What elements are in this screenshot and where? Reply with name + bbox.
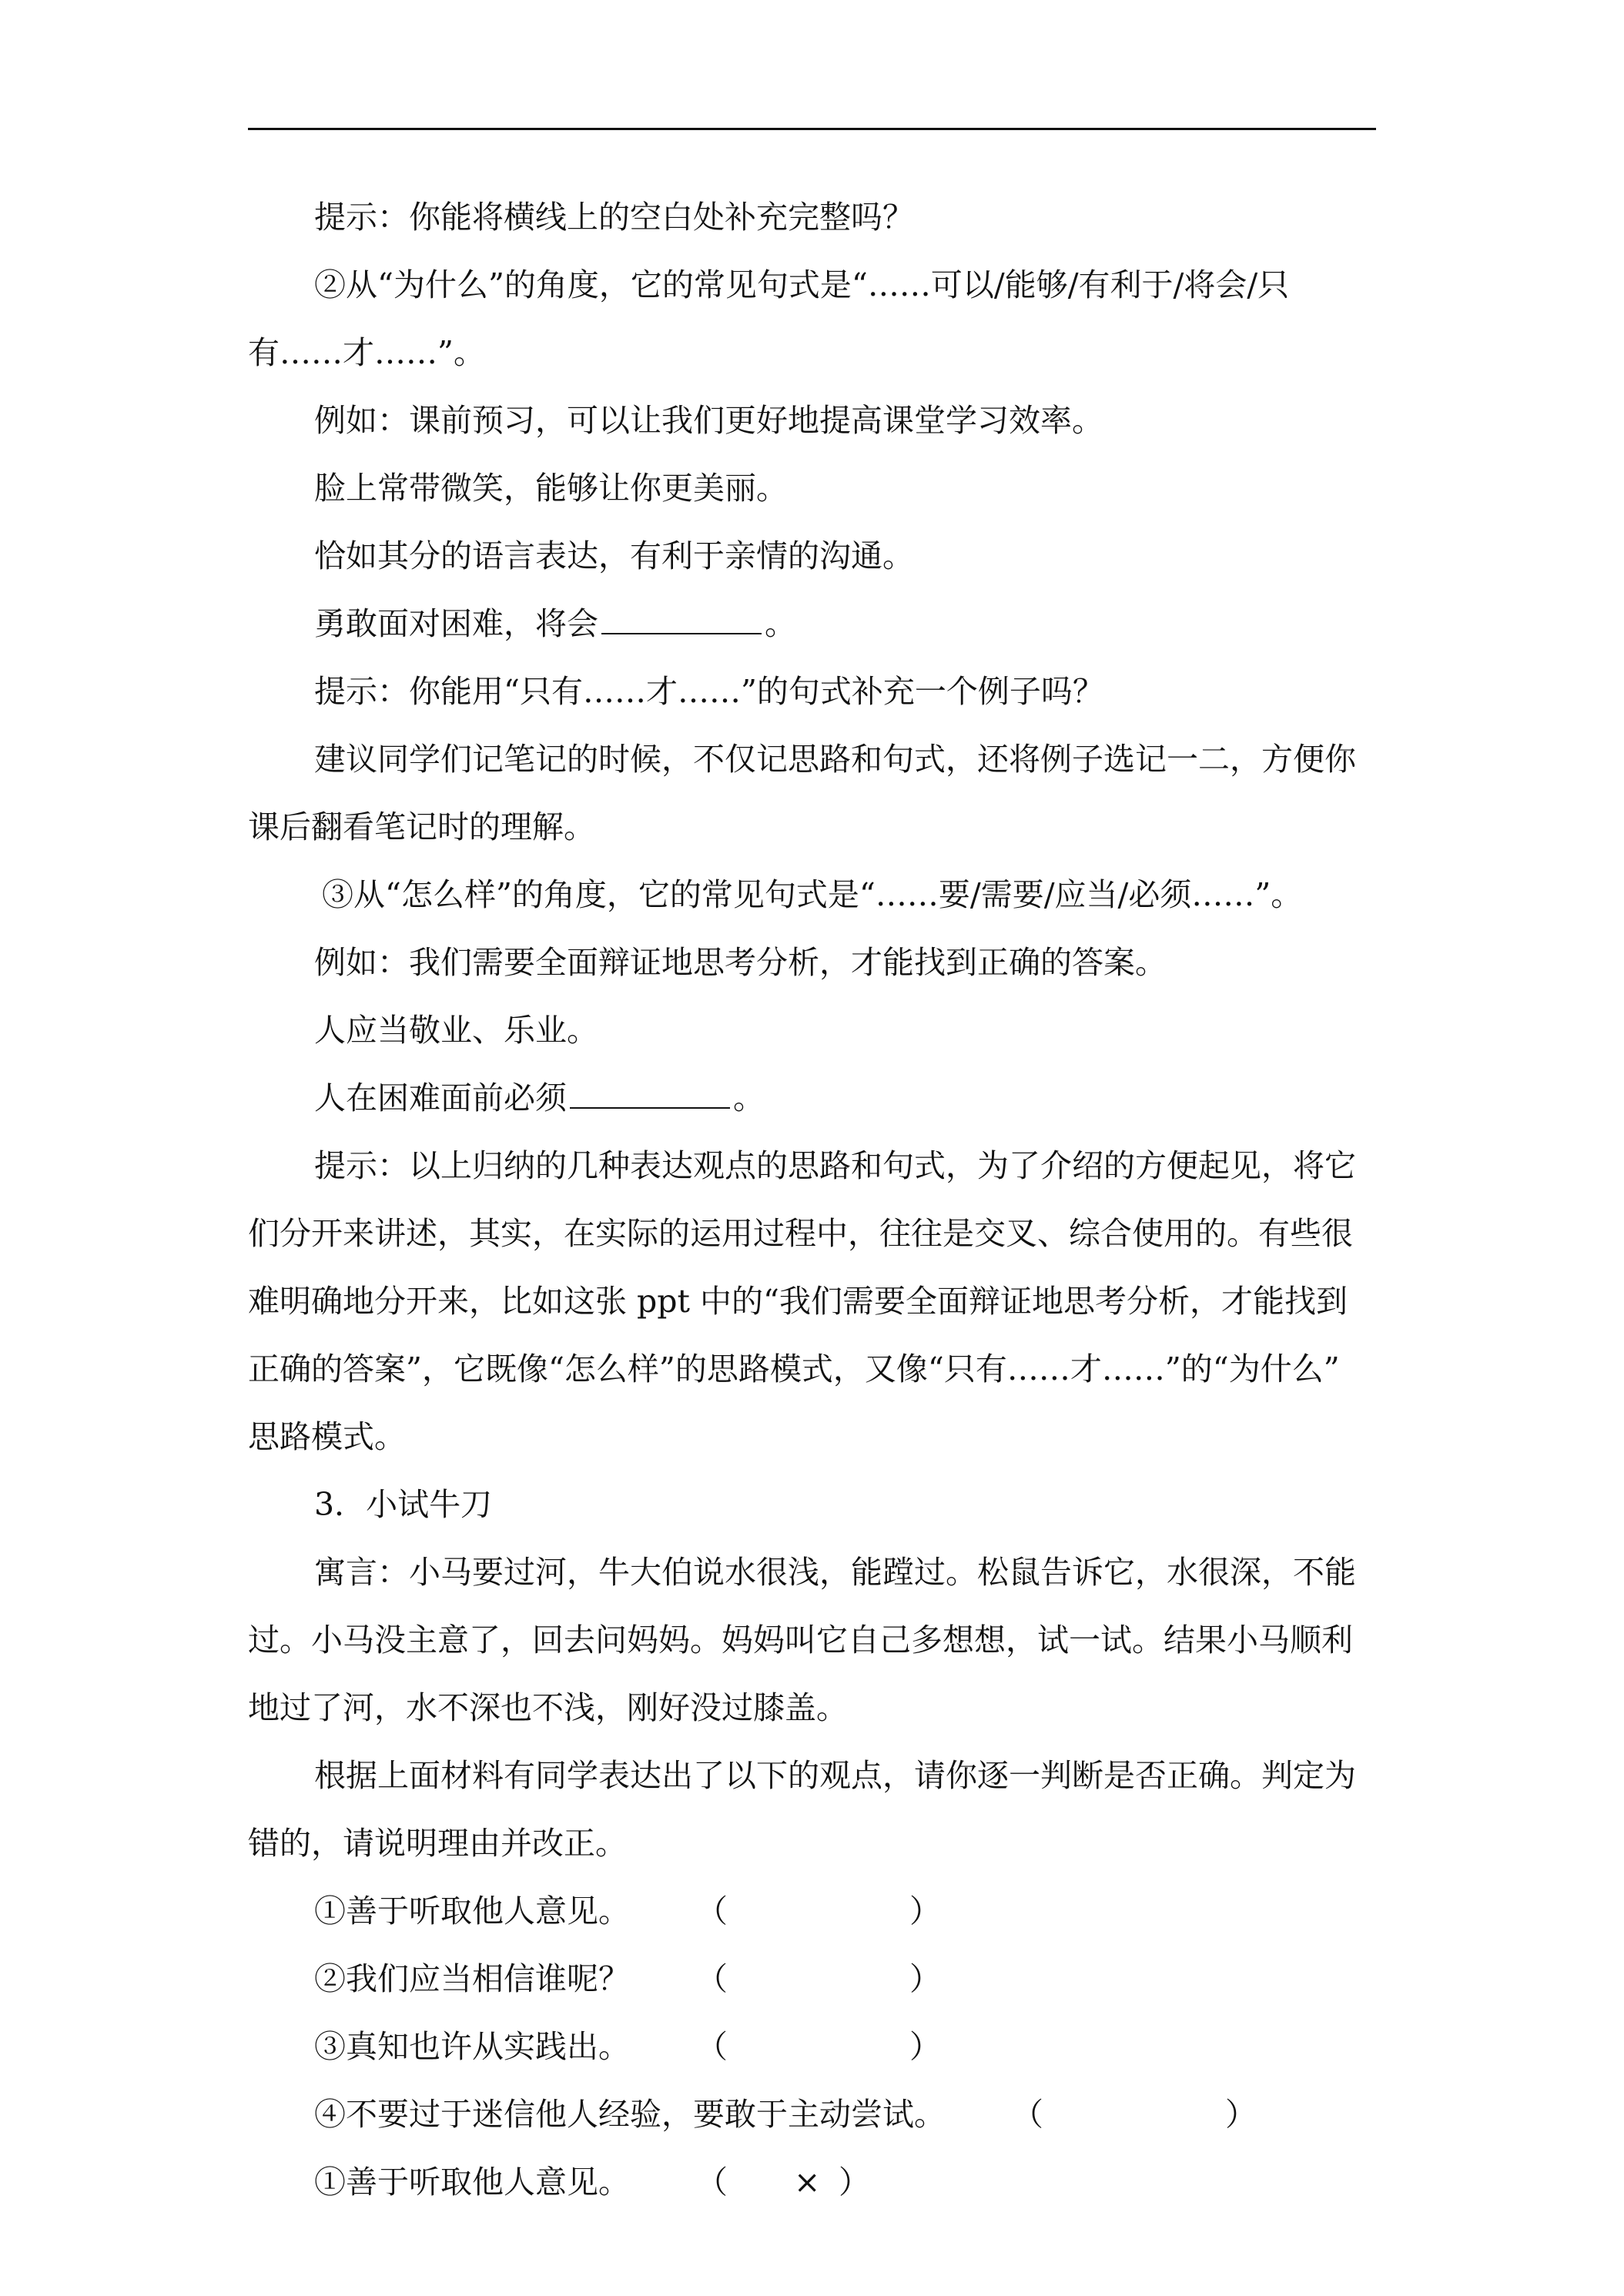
paren-close-2: ） (909, 1960, 941, 1997)
example-line-2: 脸上常带微笑，能够让你更美丽。 (314, 470, 788, 507)
example-line-5: 例如：我们需要全面辩证地思考分析，才能找到正确的答案。 (314, 944, 1167, 981)
paren-open-1: （ (696, 1893, 728, 1930)
task-line-1: 根据上面材料有同学表达出了以下的观点，请你逐一判断是否正确。判定为 (314, 1757, 1356, 1794)
fable-line-1: 寓言：小马要过河，牛大伯说水很浅，能蹚过。松鼠告诉它，水很深，不能 (314, 1554, 1356, 1591)
example-4-prefix: 勇敢面对困难，将会 (314, 605, 598, 642)
how-line: ③从“怎么样”的角度，它的常见句式是“……要/需要/应当/必须……”。 (322, 876, 1303, 913)
example-7-suffix: 。 (733, 1079, 765, 1116)
example-line-4 (248, 590, 1376, 658)
blank-underline-2 (570, 1079, 730, 1109)
advice-line-1: 建议同学们记笔记的时候，不仅记思路和句式，还将例子选记一二，方便你 (314, 741, 1356, 778)
hint-line-2: 提示：你能用“只有……才……”的句式补充一个例子吗？ (314, 673, 1104, 710)
paren-close-4: ） (1225, 2096, 1257, 2133)
fable-line-2: 过。小马没主意了，回去问妈妈。妈妈叫它自己多想想，试一试。结果小马顺利 (248, 1622, 1353, 1658)
fable-line-3: 地过了河，水不深也不浅，刚好没过膝盖。 (248, 1689, 848, 1726)
judgment-item-1 (248, 1877, 1376, 1945)
example-7-prefix: 人在困难面前必须 (314, 1079, 567, 1116)
hint-line-1: 提示：你能将横线上的空白处补充完整吗？ (314, 199, 914, 236)
example-line-7 (248, 1064, 1376, 1132)
example-line-3: 恰如其分的语言表达，有利于亲情的沟通。 (314, 537, 914, 574)
item-2-text: ②我们应当相信谁呢？ (314, 1960, 630, 1997)
paren-close-5: ） (839, 2164, 870, 2201)
advice-line-2: 课后翻看笔记时的理解。 (248, 808, 595, 845)
item-5-text: ①善于听取他人意见。 (314, 2164, 630, 2201)
example-line-6: 人应当敬业、乐业。 (314, 1012, 598, 1049)
answer-mark: × (794, 2164, 821, 2201)
hint-3-line-4: 正确的答案”，它既像“怎么样”的思路模式，又像“只有……才……”的“为什么” (248, 1350, 1340, 1387)
judgment-item-3 (248, 2013, 1376, 2080)
item-1-text: ①善于听取他人意见。 (314, 1893, 630, 1930)
document-body (248, 183, 1376, 2216)
example-4-suffix: 。 (765, 605, 796, 642)
why-line-1: ②从“为什么”的角度，它的常见句式是“……可以/能够/有利于/将会/只 (314, 266, 1290, 303)
section-title: 3．小试牛刀 (314, 1486, 493, 1523)
judgment-item-4 (248, 2080, 1376, 2148)
paren-close-3: ） (909, 2028, 941, 2065)
hint-3-line-1: 提示：以上归纳的几种表达观点的思路和句式，为了介绍的方便起见，将它 (314, 1147, 1356, 1184)
paren-open-2: （ (696, 1960, 728, 1997)
task-line-2: 错的，请说明理由并改正。 (248, 1825, 627, 1862)
item-4-text: ④不要过于迷信他人经验，要敢于主动尝试。 (314, 2096, 946, 2133)
hint-3-line-3: 难明确地分开来，比如这张 ppt 中的“我们需要全面辩证地思考分析，才能找到 (248, 1283, 1348, 1320)
paren-close-1: ） (909, 1893, 941, 1930)
header-rule (248, 128, 1376, 130)
example-line-1: 例如：课前预习，可以让我们更好地提高课堂学习效率。 (314, 402, 1103, 439)
why-line-2: 有……才……”。 (248, 334, 485, 371)
hint-3-line-5: 思路模式。 (248, 1418, 406, 1455)
blank-underline-1 (601, 605, 762, 634)
item-3-text: ③真知也许从实践出。 (314, 2028, 630, 2065)
hint-3-line-2: 们分开来讲述，其实，在实际的运用过程中，往往是交叉、综合使用的。有些很 (248, 1215, 1353, 1252)
paren-open-5: （ (696, 2164, 728, 2201)
paren-open-4: （ (1012, 2096, 1043, 2133)
paren-open-3: （ (696, 2028, 728, 2065)
judgment-item-2 (248, 1945, 1376, 2013)
judgment-answer-1 (248, 2148, 1376, 2216)
